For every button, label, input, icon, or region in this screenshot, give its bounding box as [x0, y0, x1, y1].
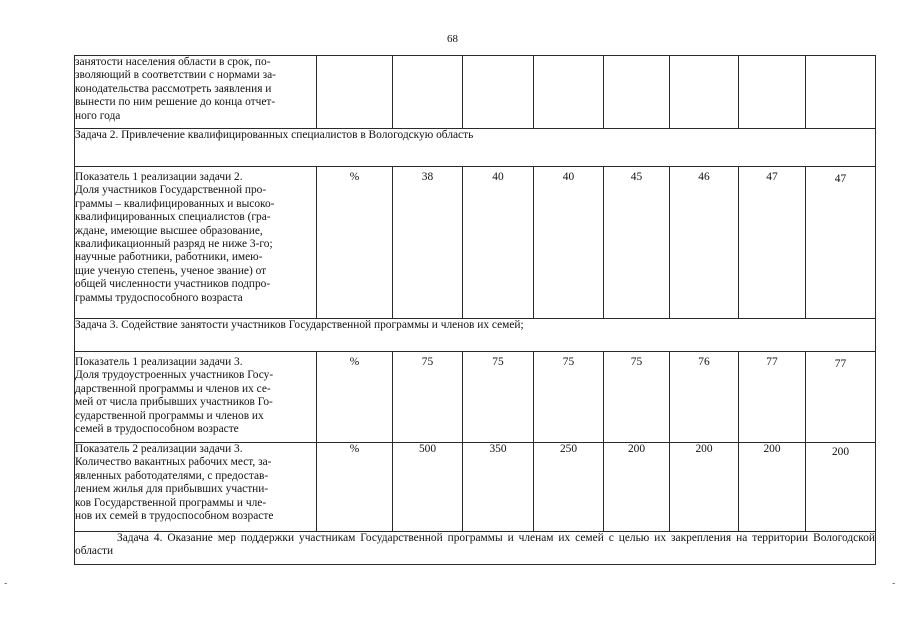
value-cell: 250 — [534, 443, 604, 532]
unit-cell: % — [317, 352, 393, 443]
indicator-description: занятости населения области в срок, по- зволяющий в соответствии с нормами за- конодательства рассмотреть заявления и вынести по ним решение до конца отчет- ного года — [75, 56, 317, 129]
value-cell: 200 — [604, 443, 670, 532]
value-cell: 46 — [670, 167, 739, 319]
value-cell: 47 — [739, 167, 806, 319]
value-cell: 75 — [393, 352, 463, 443]
value-cell: 77 — [806, 352, 876, 443]
value-cell — [739, 56, 806, 129]
value-cell — [604, 56, 670, 129]
indicator-description: Показатель 2 реализации задачи 3. Количество вакантных рабочих мест, за- явленных работодателями, с предостав- лением жилья для прибывших участни- ков Государственной программы и чле- нов их семей в трудоспособном возрасте — [75, 443, 317, 532]
edge-mark: - — [892, 578, 896, 589]
unit-cell: % — [317, 443, 393, 532]
value-cell — [670, 56, 739, 129]
value-cell — [806, 56, 876, 129]
value-cell: 350 — [463, 443, 534, 532]
value-cell: 200 — [806, 443, 876, 532]
value-cell: 45 — [604, 167, 670, 319]
value-cell: 40 — [534, 167, 604, 319]
task-row — [75, 319, 876, 352]
value-cell: 200 — [670, 443, 739, 532]
value-cell — [393, 56, 463, 129]
page-number: 68 — [447, 33, 458, 45]
unit-cell — [317, 56, 393, 129]
table-row — [75, 167, 876, 319]
value-cell: 75 — [463, 352, 534, 443]
task-heading: Задача 2. Привлечение квалифицированных специалистов в Вологодскую область — [75, 129, 876, 167]
value-cell: 75 — [534, 352, 604, 443]
indicator-description: Показатель 1 реализации задачи 3. Доля трудоустроенных участников Госу- дарственной программы и членов их се- мей от числа прибывших участников Го- сударственной программы и членов их семей в трудоспособном возрасте — [75, 352, 317, 443]
indicator-description: Показатель 1 реализации задачи 2. Доля участников Государственной про- граммы – квалифицированных и высоко- квалифицированных специалистов (гра- ждане, имеющие высшее образование, квалификационный разряд не ниже 3-го; научные работники, работники, имею- щие ученую степень, ученое звание) от общей численности участников подпро- граммы трудоспособного возраста — [75, 167, 317, 319]
table-row — [75, 352, 876, 443]
value-cell: 77 — [739, 352, 806, 443]
edge-mark: - — [4, 578, 8, 589]
value-cell: 75 — [604, 352, 670, 443]
task-row — [75, 129, 876, 167]
value-cell: 38 — [393, 167, 463, 319]
table-row — [75, 56, 876, 129]
indicators-table — [74, 55, 876, 565]
value-cell — [463, 56, 534, 129]
value-cell: 500 — [393, 443, 463, 532]
value-cell: 40 — [463, 167, 534, 319]
value-cell: 200 — [739, 443, 806, 532]
unit-cell: % — [317, 167, 393, 319]
task-heading: Задача 3. Содействие занятости участников Государственной программы и членов их семей; — [75, 319, 876, 352]
task-heading: Задача 4. Оказание мер поддержки участникам Государственной программы и членам их семей с целью их закрепления на территории Вологодской области — [75, 532, 875, 558]
value-cell: 47 — [806, 167, 876, 319]
value-cell: 76 — [670, 352, 739, 443]
table-row — [75, 443, 876, 532]
value-cell — [534, 56, 604, 129]
task-row — [75, 532, 876, 565]
